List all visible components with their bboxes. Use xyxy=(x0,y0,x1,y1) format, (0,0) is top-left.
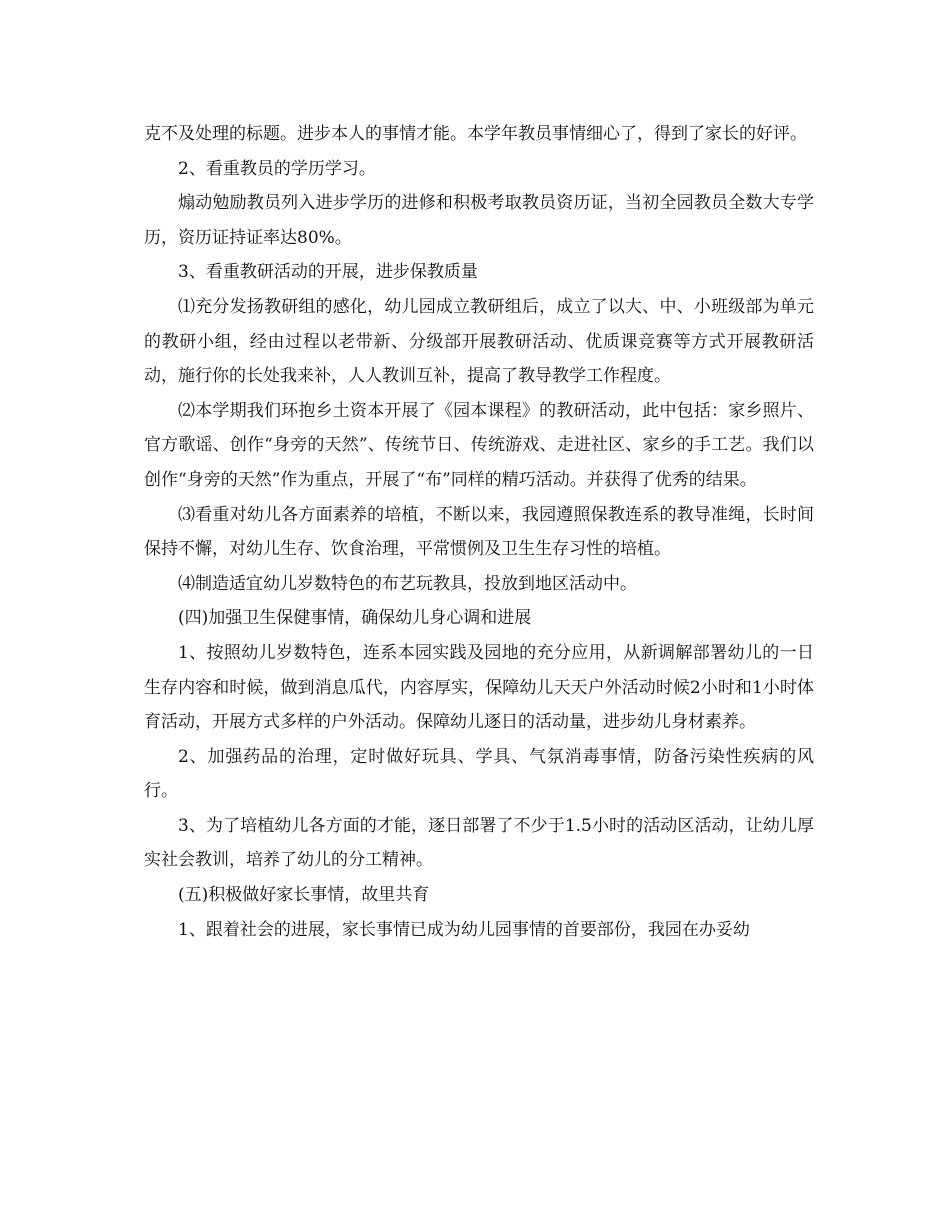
document-body xyxy=(144,117,814,947)
section-heading-4: (四)加强卫生保健事情，确保幼儿身心调和进展 xyxy=(178,608,532,629)
paragraph-11: 2、加强药品的治理，定时做好玩具、学具、气氛消毒事情，防备污染性疾病的风行。 xyxy=(144,746,814,802)
paragraph-4: 3、看重教研活动的开展，进步保教质量 xyxy=(178,262,478,283)
paragraph-10: 1、按照幼儿岁数特色，连系本园实践及园地的充分应用，从新调解部署幼儿的一日生存内容和时候，做到消息瓜代，内容厚实，保障幼儿天天户外活动时候2小时和1小时体育活动，开展方式多样的户外活动。保障幼儿逐日的活动量，进步幼儿身材素养。 xyxy=(144,642,814,733)
paragraph-6: ⑵本学期我们环抱乡土资本开展了《园本课程》的教研活动，此中包括：家乡照片、官方歌谣、创作“身旁的天然”、传统节日、传统游戏、走进社区、家乡的手工艺。我们以创作“身旁的天然”作为重点，开展了“布”同样的精巧活动。并获得了优秀的结果。 xyxy=(144,400,814,490)
paragraph-8: ⑷制造适宜幼儿岁数特色的布艺玩教具，投放到地区活动中。 xyxy=(178,573,637,594)
paragraph-14: 1、跟着社会的进展，家长事情已成为幼儿园事情的首要部份，我园在办妥幼 xyxy=(178,919,750,940)
section-heading-5: (五)积极做好家长事情，故里共育 xyxy=(178,885,430,906)
paragraph-1: 克不及处理的标题。进步本人的事情才能。本学年教员事情细心了，得到了家长的好评。 xyxy=(144,124,807,144)
paragraph-2: 2、看重教员的学历学习。 xyxy=(178,158,376,179)
paragraph-7: ⑶看重对幼儿各方面素养的培植，不断以来，我园遵照保教连系的教导准绳，长时间保持不懈，对幼儿生存、饮食治理，平常惯例及卫生生存习性的培植。 xyxy=(144,504,814,560)
paragraph-3: 煽动勉励教员列入进步学历的进修和积极考取教员资历证，当初全园教员全数大专学历，资历证持证率达80%。 xyxy=(144,193,814,248)
paragraph-5: ⑴充分发扬教研组的感化，幼儿园成立教研组后，成立了以大、中、小班级部为单元的教研小组，经由过程以老带新、分级部开展教研活动、优质课竞赛等方式开展教研活动，施行你的长处我来补，人人教训互补，提高了教导教学工作程度。 xyxy=(144,296,814,387)
paragraph-12: 3、为了培植幼儿各方面的才能，逐日部署了不少于1.5小时的活动区活动，让幼儿厚实社会教训，培养了幼儿的分工精神。 xyxy=(144,815,814,871)
